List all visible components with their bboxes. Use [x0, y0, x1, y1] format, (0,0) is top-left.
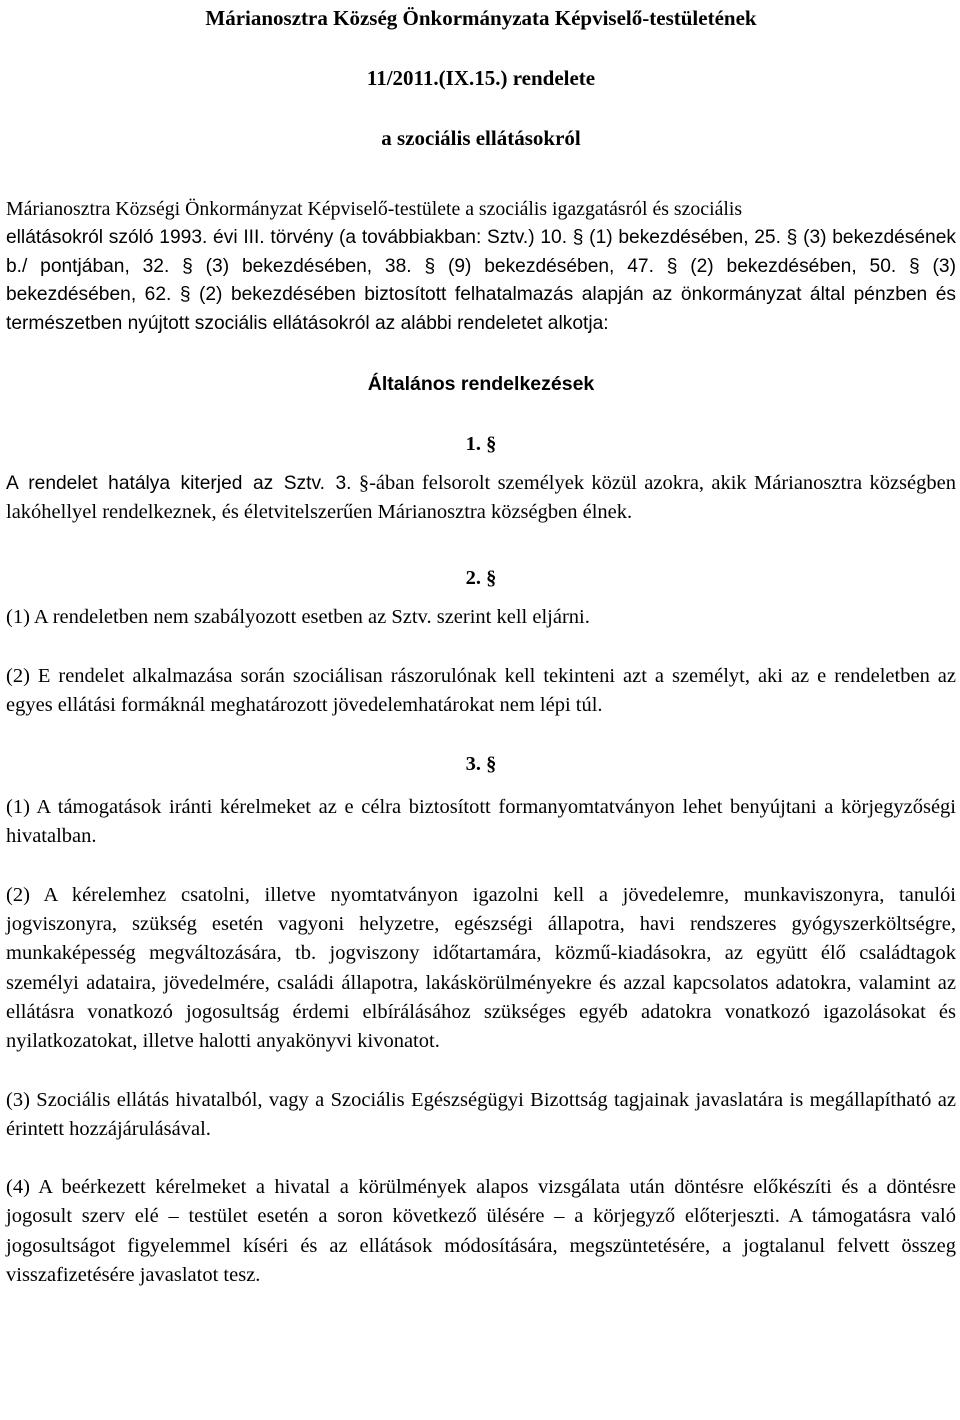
- preamble-serif-text: Márianosztra Községi Önkormányzat Képviselő-testülete a szociális igazgatásról és szociális: [6, 198, 743, 220]
- section-1-text-start: A rendelet hatálya kiterjed az Sztv. 3.: [6, 472, 352, 494]
- section-2-paragraph-2: (2) E rendelet alkalmazása során szociálisan rászorulónak kell tekinteni azt a személyt, aki az e rendeletben az egyes ellátási formáknál meghatározott jövedelemhatárokat nem lépi túl.: [6, 664, 956, 716]
- section-1-text: [6, 469, 956, 528]
- document-title: Márianosztra Község Önkormányzata Képviselő-testületének: [205, 6, 757, 30]
- section-1-text-rest: §-ában felsorolt személyek közül azokra, akik Márianosztra községben lakóhellyel rendelkeznek, és életvitelszerűen Márianosztra községben élnek.: [6, 471, 956, 523]
- section-1-heading: 1. §: [465, 432, 497, 455]
- section-2-heading: 2. §: [465, 567, 497, 590]
- preamble: ellátásokról szóló 1993. évi III. törvény (a továbbiakban: Sztv.) 10. § (1) bekezdésében, 25. § (3) bekezdésének b./ pontjában, 32. § (3) bekezdésében, 38. § (9) bekezdésében, 47. § (2) bekezdésében, 50. § (3) bekezdésében, 62. § (2) bekezdésében biztosított felhatalmazás alapján az önkormányzat által pénzben és természetben nyújtott szociális ellátásokról az alábbi rendeletet alkotja:: [6, 227, 956, 335]
- section-3-paragraph-2: (2) A kérelemhez csatolni, illetve nyomtatványon igazolni kell a jövedelemre, munkaviszonyra, tanulói jogviszonyra, szükség esetén vagyoni helyzetre, egészségi állapotra, havi rendszeres gyógyszerköltségre, munkaképesség megváltozására, tb. jogviszony időtartamára, közmű-kiadásokra, az együtt élő családtagok személyi adataira, jövedelmére, családi állapotra, lakáskörülményekre és azzal kapcsolatos adatokra, valamint az ellátásra vonatkozó jogosultság érdemi elbírálásához szükséges egyéb adatokra vonatkozó igazolásokat és nyilatkozatokat, illetve halotti anyakönyvi kivonatot.: [6, 883, 956, 1053]
- preamble-first-line: [6, 195, 956, 224]
- section-3-paragraph-4: (4) A beérkezett kérelmeket a hivatal a körülmények alapos vizsgálata után döntésre előkészíti és a döntésre jogosult szerv elé – testület esetén a soron következő ülésére – a körjegyző előterjeszti. A támogatásra való jogosultságot figyelemmel kíséri és az ellátások módosítására, megszüntetésére, a jogtalanul felvett összeg visszafizetésére javaslatot tesz.: [6, 1176, 956, 1287]
- section-3-paragraph-3: (3) Szociális ellátás hivatalból, vagy a Szociális Egészségügyi Bizottság tagjainak javaslatára is megállapítható az érintett hozzájárulásával.: [6, 1088, 956, 1140]
- section-2-paragraph-1: (1) A rendeletben nem szabályozott esetben az Sztv. szerint kell eljárni.: [6, 606, 590, 629]
- decree-number: 11/2011.(IX.15.) rendelete: [366, 66, 596, 90]
- document-page: [6, 0, 956, 1290]
- decree-subject: a szociális ellátásokról: [381, 126, 581, 150]
- section-3-paragraph-1: (1) A támogatások iránti kérelmeket az e célra biztosított formanyomtatványon lehet benyújtani a körjegyzőségi hivatalban.: [6, 796, 956, 848]
- general-provisions-heading: Általános rendelkezések: [367, 372, 595, 395]
- section-3-heading: 3. §: [465, 753, 497, 776]
